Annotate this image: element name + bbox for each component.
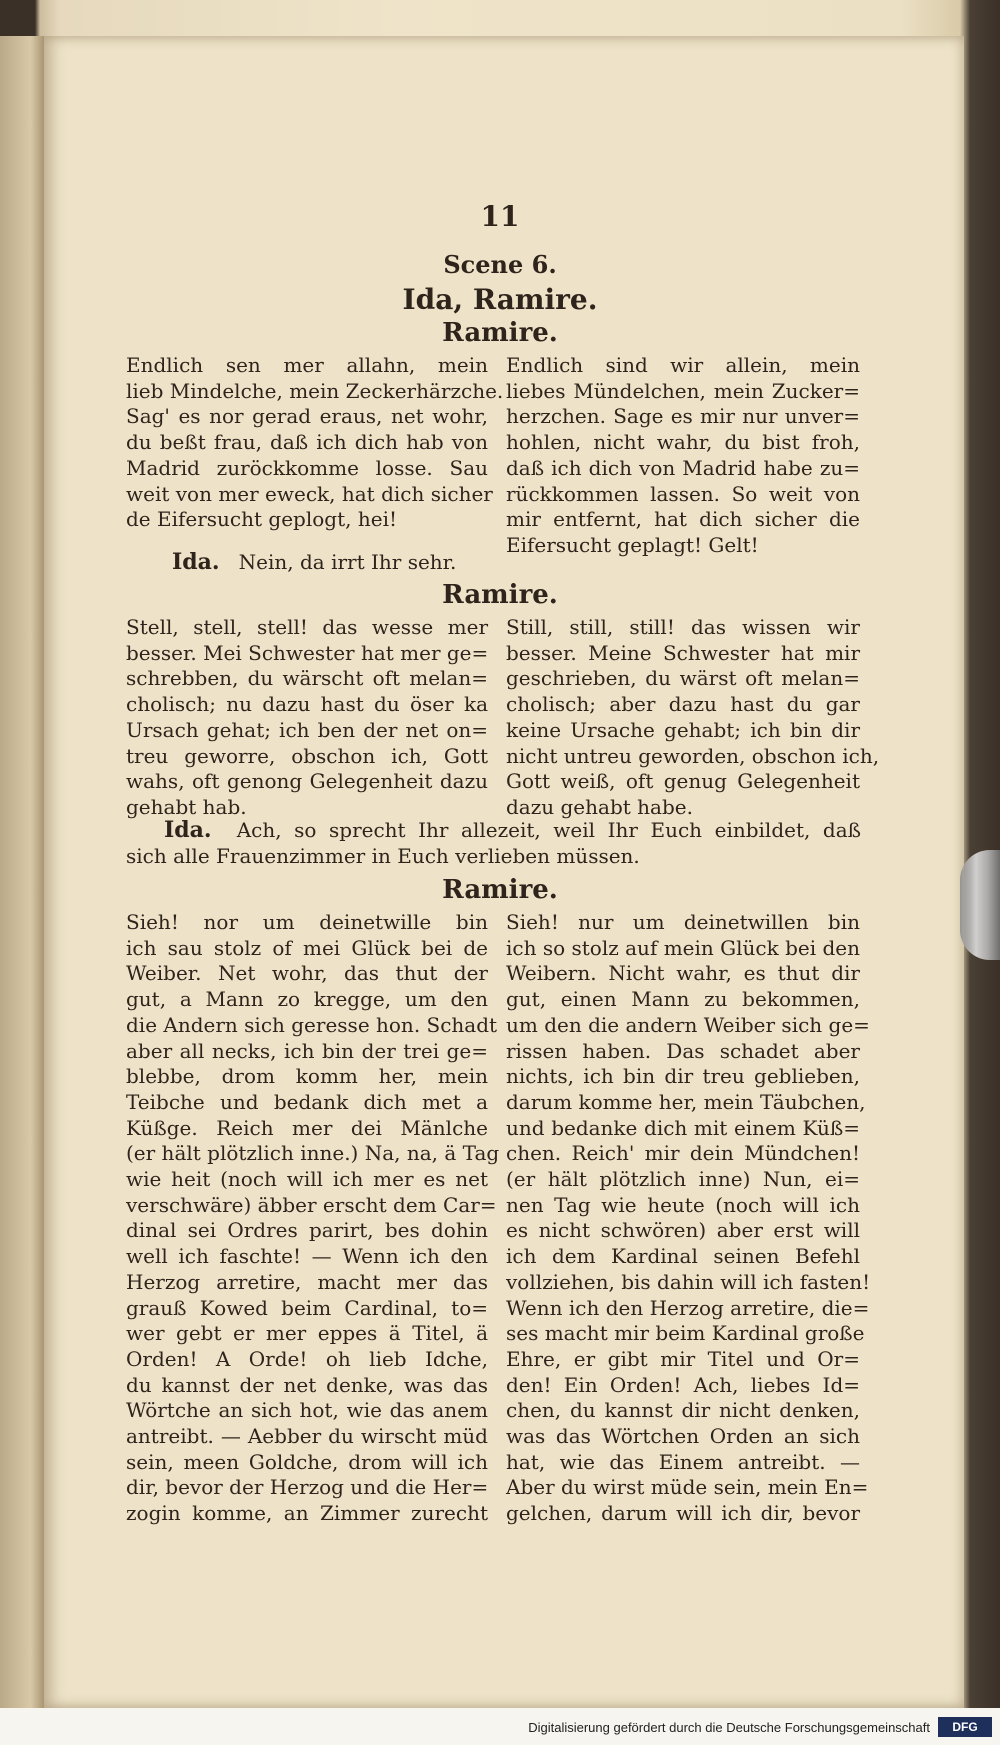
text-line: du kannst der net denke, was das: [126, 1372, 488, 1397]
text-line: chen. Reich' mir dein Mündchen!: [506, 1141, 860, 1166]
dialect-column-1: [126, 353, 504, 533]
text-line: well ich faschte! — Wenn ich den: [126, 1244, 488, 1269]
ida-speech-2a: Ach, so sprecht Ihr allezeit, weil Ihr Euch einbildet, daß: [236, 818, 861, 842]
text-line: und bedanke dich mit einem Küß=: [506, 1115, 860, 1140]
text-line: rissen haben. Das schadet aber: [506, 1038, 860, 1063]
speaker-ramire-2: Ramire.: [442, 580, 558, 610]
text-line: Küßge. Reich mer dei Mänlche: [126, 1115, 488, 1140]
speaker-ramire-1: Ramire.: [442, 318, 558, 348]
text-line: um den die andern Weiber sich ge=: [506, 1012, 870, 1037]
text-line: dazu gehabt habe.: [506, 794, 693, 819]
text-line: Aber du wirst müde sein, mein En=: [506, 1475, 869, 1500]
text-line: Eifersucht geplagt! Gelt!: [506, 532, 759, 557]
text-line: Teibche und bedank dich met a: [126, 1089, 488, 1114]
dialect-column-3: [126, 910, 500, 1527]
text-line: blebbe, drom komm her, mein: [126, 1064, 488, 1089]
text-line: (er hält plötzlich inne) Nun, ei=: [506, 1167, 860, 1192]
text-line: wahs, oft genong Gelegenheit dazu: [126, 769, 488, 794]
text-line: die Andern sich geresse hon. Schadt: [126, 1012, 498, 1037]
text-line: nichts, ich bin dir treu geblieben,: [506, 1064, 860, 1089]
text-line: Endlich sind wir allein, mein: [506, 353, 860, 377]
text-line: dinal sei Ordres parirt, bes dohin: [126, 1218, 488, 1243]
text-line: besser. Mei Schwester hat mer ge=: [126, 640, 489, 665]
text-line: Madrid zuröckkomme losse. Sau: [126, 455, 488, 480]
text-line: gut, einen Mann zu bekommen,: [506, 987, 860, 1012]
text-line: nicht untreu geworden, obschon ich,: [506, 743, 880, 768]
text-line: Herzog arretire, macht mer das: [126, 1269, 488, 1294]
text-line: ich dem Kardinal seinen Befehl: [506, 1244, 860, 1269]
ida-speech-1: Nein, da irrt Ihr sehr.: [238, 550, 457, 574]
text-line: de Eifersucht geplogt, hei!: [126, 507, 397, 532]
speaker-ramire-3: Ramire.: [442, 875, 558, 905]
text-line: (er hält plötzlich inne.) Na, na, ä Tag: [126, 1141, 500, 1166]
text-line: schrebben, du wärscht oft melan=: [126, 666, 488, 691]
text-line: Still, still, still! das wissen wir: [506, 615, 860, 639]
text-line: mir entfernt, hat dich sicher die: [506, 507, 860, 532]
text-line: rückkommen lassen. So weit von: [506, 481, 860, 506]
facing-page-edge: [0, 36, 44, 1708]
text-line: cholisch; aber dazu hast du gar: [506, 692, 860, 717]
text-line: besser. Meine Schwester hat mir: [506, 640, 860, 665]
text-line: aber all necks, ich bin der trei ge=: [126, 1038, 488, 1063]
text-line: Wörtche an sich hot, wie das anem: [126, 1398, 488, 1423]
text-line: verschwäre) äbber erscht dem Car=: [126, 1192, 497, 1217]
text-line: nen Tag wie heute (noch will ich: [506, 1192, 860, 1217]
persons-heading: Ida, Ramire.: [402, 283, 598, 316]
page-clip: [960, 850, 1000, 960]
scene-heading: Scene 6.: [443, 250, 557, 279]
standard-column-1: [506, 353, 860, 559]
text-line: Endlich sen mer allahn, mein: [126, 353, 488, 377]
text-line: ich sau stolz of mei Glück bei de: [126, 935, 488, 960]
text-line: gelchen, darum will ich dir, bevor: [506, 1501, 860, 1526]
text-line: chen, du kannst dir nicht denken,: [506, 1398, 860, 1423]
standard-column-3: [506, 910, 871, 1527]
text-line: Weibern. Nicht wahr, es thut dir: [506, 961, 860, 986]
text-line: gut, a Mann zo kregge, um den: [126, 987, 488, 1012]
text-line: darum komme her, mein Täubchen,: [506, 1089, 866, 1114]
text-line: zogin komme, an Zimmer zurecht: [126, 1501, 488, 1526]
text-line: antreibt. — Aebber du wirscht müd: [126, 1424, 488, 1449]
text-line: ses macht mir beim Kardinal große: [506, 1321, 865, 1346]
text-line: wie heit (noch will ich mer es net: [126, 1167, 488, 1192]
speaker-ida-1: Ida.: [172, 549, 220, 575]
text-line: Weiber. Net wohr, das thut der: [126, 961, 488, 986]
text-line: gehabt hab.: [126, 794, 247, 819]
page-number: 11: [480, 200, 520, 233]
text-line: grauß Kowed beim Cardinal, to=: [126, 1295, 488, 1320]
ida-line-2: [126, 818, 861, 869]
text-line: dir, bevor der Herzog und die Her=: [126, 1475, 489, 1500]
text-line: Wenn ich den Herzog arretire, die=: [506, 1295, 870, 1320]
text-line: Orden! A Orde! oh lieb Idche,: [126, 1346, 488, 1371]
text-line: den! Ein Orden! Ach, liebes Id=: [506, 1372, 860, 1397]
text-line: keine Ursache gehabt; ich bin dir: [506, 717, 860, 742]
text-line: sein, meen Goldche, drom will ich: [126, 1449, 488, 1474]
speaker-ida-2: Ida.: [164, 817, 212, 843]
text-line: Stell, stell, stell! das wesse mer: [126, 615, 488, 639]
text-line: vollziehen, bis dahin will ich fasten!: [506, 1269, 871, 1294]
text-line: Gott weiß, oft genug Gelegenheit: [506, 769, 860, 794]
text-line: daß ich dich von Madrid habe zu=: [506, 455, 860, 480]
text-line: herzchen. Sage es mir nur unver=: [506, 404, 860, 429]
text-line: hohlen, nicht wahr, du bist froh,: [506, 430, 860, 455]
text-line: hat, wie das Einem antreibt. —: [506, 1449, 860, 1474]
text-line: wer gebt er mer eppes ä Titel, ä: [126, 1321, 488, 1346]
text-line: geschrieben, du wärst oft melan=: [506, 666, 860, 691]
text-line: Ehre, er gibt mir Titel und Or=: [506, 1346, 860, 1371]
text-line: liebes Mündelchen, mein Zucker=: [506, 378, 860, 403]
ida-line-1: [172, 550, 907, 576]
dialect-column-2: [126, 615, 488, 821]
text-line: du beßt frau, daß ich dich hab von: [126, 430, 488, 455]
dfg-logo: DFG: [938, 1717, 992, 1737]
funding-notice: Digitalisierung gefördert durch die Deutsche Forschungsgemeinschaft: [528, 1720, 930, 1735]
text-line: lieb Mindelche, mein Zeckerhärzche.: [126, 378, 504, 403]
text-line: treu geworre, obschon ich, Gott: [126, 743, 488, 768]
text-line: cholisch; nu dazu hast du öser ka: [126, 692, 488, 717]
text-line: was das Wörtchen Orden an sich: [506, 1424, 860, 1449]
text-line: es nicht schwören) aber erst will: [506, 1218, 860, 1243]
text-line: Sieh! nor um deinetwille bin: [126, 910, 488, 934]
text-line: Ursach gehat; ich ben der net on=: [126, 717, 488, 742]
footer-bar: [0, 1708, 1000, 1745]
standard-column-2: [506, 615, 880, 821]
text-line: Sieh! nur um deinetwillen bin: [506, 910, 860, 934]
text-line: weit von mer eweck, hat dich sicher: [126, 481, 493, 506]
text-line: Sag' es nor gerad eraus, net wohr,: [126, 404, 488, 429]
text-line: ich so stolz auf mein Glück bei den: [506, 935, 860, 960]
ida-speech-2b: sich alle Frauenzimmer in Euch verlieben müssen.: [126, 843, 640, 868]
